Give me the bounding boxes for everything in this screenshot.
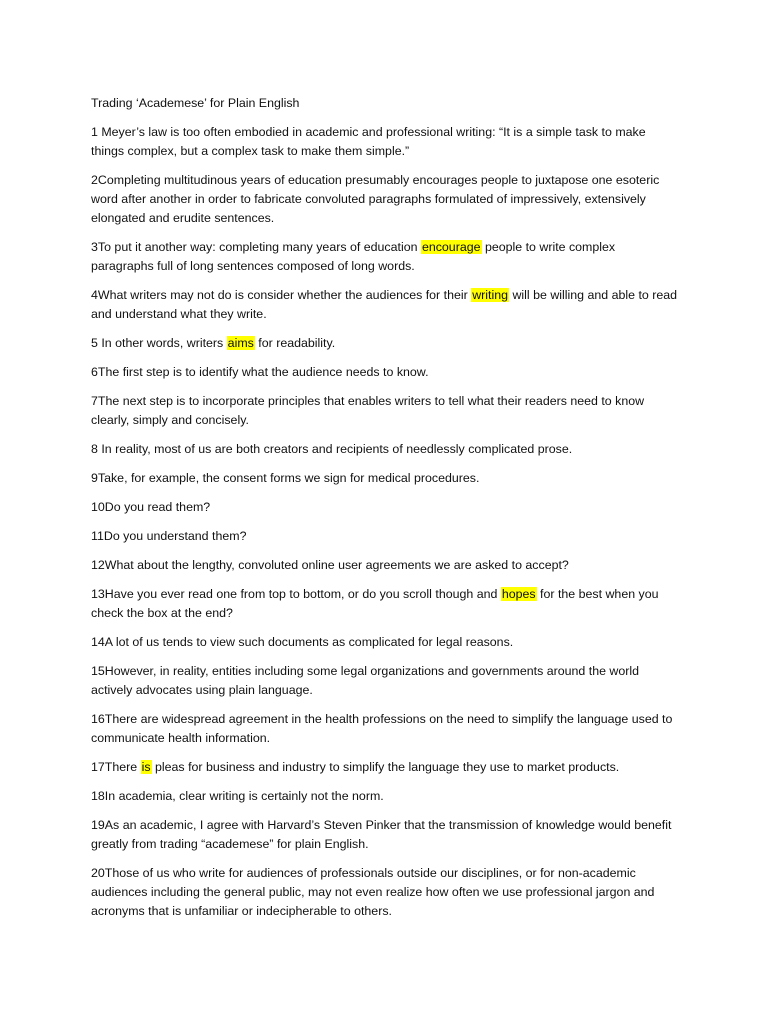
paragraph-text: In academia, clear writing is certainly not the norm.	[104, 789, 384, 803]
paragraph-text: The first step is to identify what the audience needs to know.	[97, 365, 429, 379]
paragraph-number: 11	[91, 529, 104, 543]
paragraph-number: 16	[91, 712, 105, 726]
paragraph-text-continued: people to write complex paragraphs full of long sentences composed of long words.	[91, 240, 616, 273]
paragraph-number: 3	[91, 240, 98, 254]
paragraph-9	[91, 469, 680, 488]
paragraph-text: Do you read them?	[104, 500, 211, 514]
paragraph-8	[91, 440, 680, 459]
paragraph-number: 13	[91, 587, 105, 601]
paragraph-text: Meyer’s law is too often embodied in academic and professional writing: “It is a simple task to make things complex, but a complex task to make them simple.”	[91, 125, 646, 158]
paragraph-number: 1	[91, 125, 102, 139]
paragraph-text-continued: for readability.	[254, 336, 336, 350]
paragraph-text: To put it another way: completing many years of education	[97, 240, 421, 254]
highlighted-word: writing	[472, 288, 508, 302]
paragraph-text-continued: will be willing and able to read and understand what they write.	[91, 288, 678, 321]
paragraph-number: 10	[91, 500, 105, 514]
paragraph-text: What about the lengthy, convoluted online user agreements we are asked to accept?	[104, 558, 569, 572]
paragraph-3	[91, 238, 680, 276]
paragraph-text: Have you ever read one from top to bottom, or do you scroll though and	[104, 587, 501, 601]
paragraph-text: Do you understand them?	[103, 529, 247, 543]
paragraph-2	[91, 171, 680, 228]
paragraph-6	[91, 363, 680, 382]
paragraph-text: In other words, writers	[101, 336, 227, 350]
paragraph-number: 15	[91, 664, 105, 678]
paragraph-number: 12	[91, 558, 105, 572]
paragraph-text: A lot of us tends to view such documents as complicated for legal reasons.	[104, 635, 514, 649]
paragraph-4	[91, 286, 680, 324]
paragraph-12	[91, 556, 680, 575]
paragraph-20	[91, 864, 680, 921]
paragraph-number: 19	[91, 818, 105, 832]
paragraph-text: In reality, most of us are both creators and recipients of needlessly complicated prose.	[101, 442, 573, 456]
paragraph-5	[91, 334, 680, 353]
paragraph-number: 9	[91, 471, 98, 485]
paragraph-18	[91, 787, 680, 806]
paragraph-text: However, in reality, entities including some legal organizations and governments around the world actively advocates using plain language.	[91, 664, 640, 697]
highlighted-word: aims	[227, 336, 254, 350]
paragraph-text: Take, for example, the consent forms we sign for medical procedures.	[97, 471, 480, 485]
paragraph-text-continued: pleas for business and industry to simplify the language they use to market products.	[151, 760, 620, 774]
paragraph-number: 5	[91, 336, 102, 350]
paragraph-text-continued: for the best when you check the box at the end?	[91, 587, 659, 620]
highlighted-word: encourage	[421, 240, 481, 254]
highlighted-word: is	[141, 760, 151, 774]
paragraph-text: There are widespread agreement in the health professions on the need to simplify the language used to communicate health information.	[91, 712, 673, 745]
paragraph-13	[91, 585, 680, 623]
paragraph-text: What writers may not do is consider whether the audiences for their	[97, 288, 472, 302]
paragraph-text: Those of us who write for audiences of professionals outside our disciplines, or for non-academic audiences including the general public, may not even realize how often we use professional jargon and acronyms that is unfamiliar or indecipherable to others.	[91, 866, 655, 918]
paragraph-number: 20	[91, 866, 105, 880]
paragraph-number: 14	[91, 635, 105, 649]
document-title: Trading ‘Academese’ for Plain English	[91, 96, 300, 110]
paragraph-number: 4	[91, 288, 98, 302]
paragraph-text: The next step is to incorporate principles that enables writers to tell what their readers need to know clearly, simply and concisely.	[91, 394, 645, 427]
paragraph-1	[91, 123, 680, 161]
paragraph-19	[91, 816, 680, 854]
paragraph-number: 8	[91, 442, 102, 456]
paragraph-16	[91, 710, 680, 748]
paragraph-number: 17	[91, 760, 105, 774]
paragraph-number: 6	[91, 365, 98, 379]
paragraph-7	[91, 392, 680, 430]
paragraph-text: As an academic, I agree with Harvard’s Steven Pinker that the transmission of knowledge would benefit greatly from trading “academese” for plain English.	[91, 818, 672, 851]
paragraph-number: 18	[91, 789, 105, 803]
paragraph-text: There	[104, 760, 141, 774]
paragraph-10	[91, 498, 680, 517]
paragraph-11	[91, 527, 680, 546]
paragraph-17	[91, 758, 680, 777]
paragraph-15	[91, 662, 680, 700]
paragraph-number: 2	[91, 173, 98, 187]
paragraph-number: 7	[91, 394, 98, 408]
paragraph-14	[91, 633, 680, 652]
highlighted-word: hopes	[501, 587, 536, 601]
paragraph-text: Completing multitudinous years of education presumably encourages people to juxtapose one esoteric word after another in order to fabricate convoluted paragraphs formulated of impressively, extensively elongated and erudite sentences.	[91, 173, 660, 225]
